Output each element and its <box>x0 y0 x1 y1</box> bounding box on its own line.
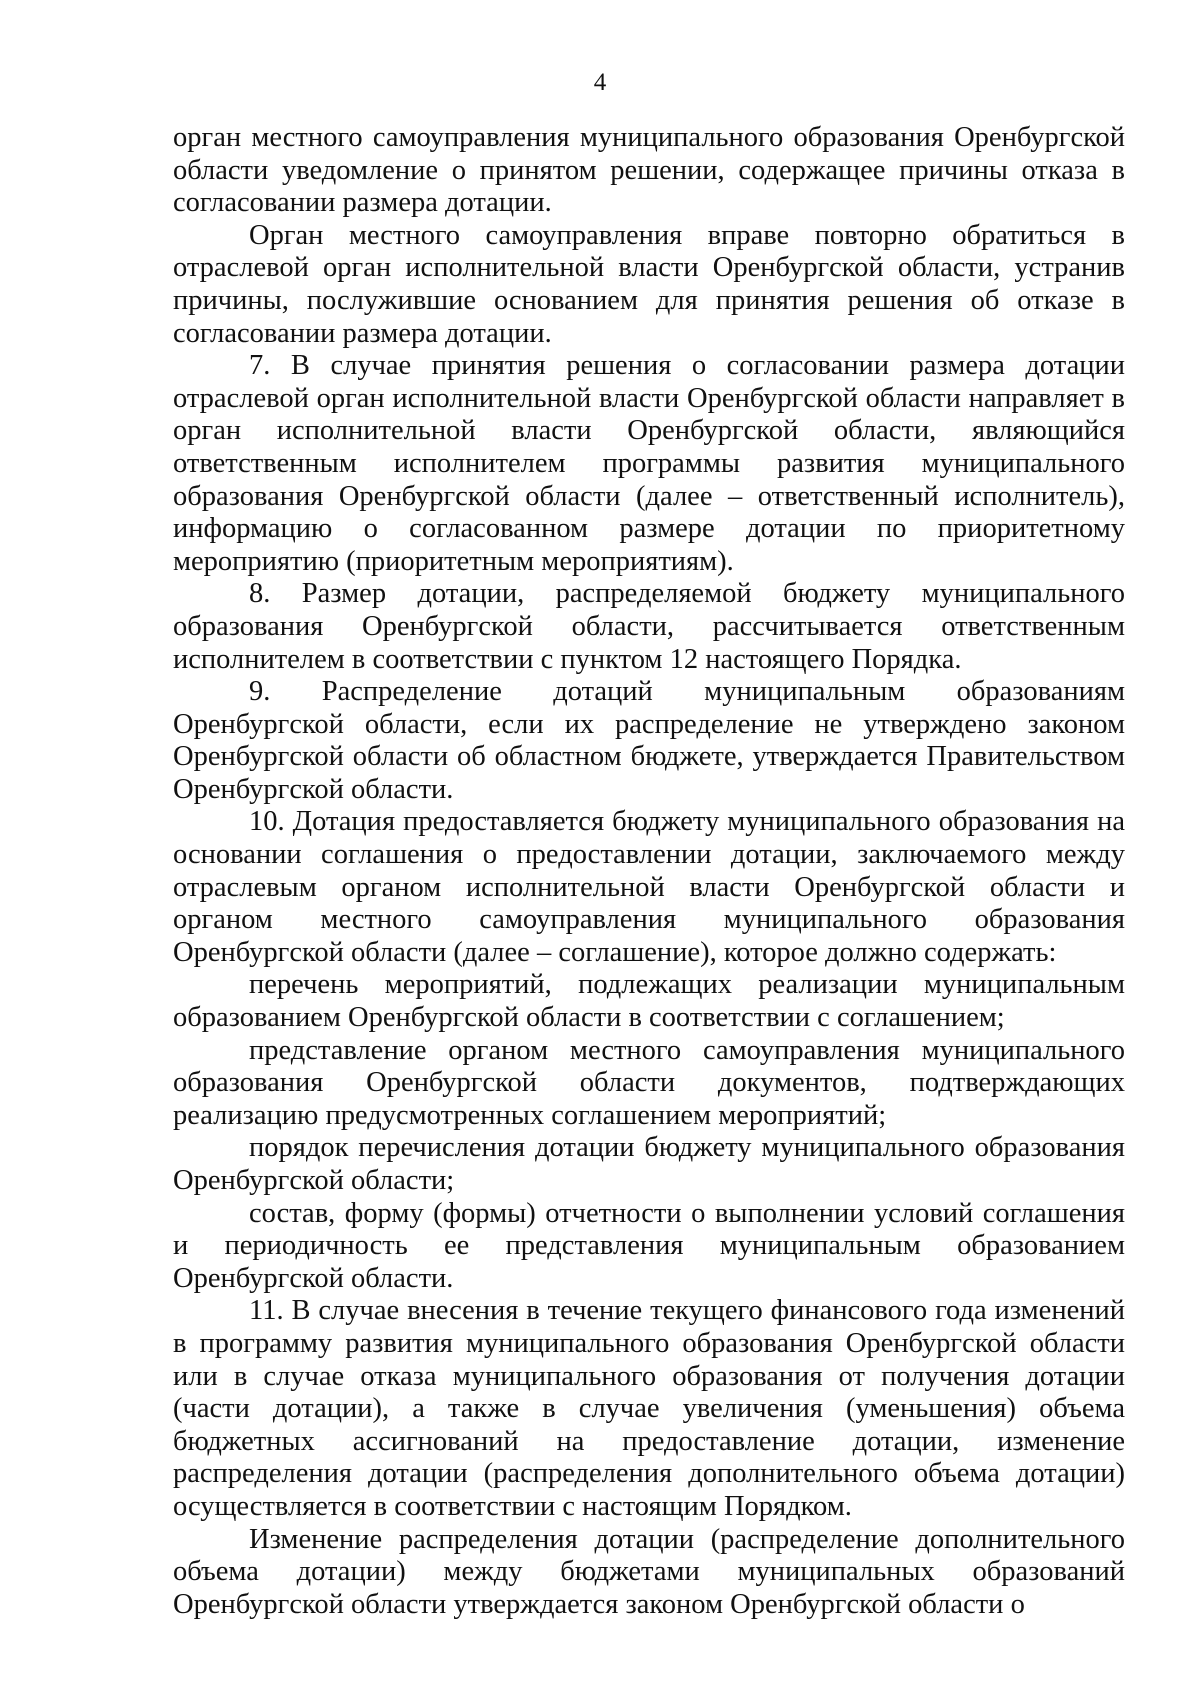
paragraph-distribution-change: Изменение распределения дотации (распределение дополнительного объема дотации) между бюджетами муниципальных образований Оренбургской области утверждается законом Оренбургской области о <box>173 1523 1125 1620</box>
paragraph-list-reporting: состав, форму (формы) отчетности о выполнении условий соглашения и периодичность ее представления муниципальным образованием Оренбургской области. <box>173 1197 1125 1294</box>
document-body <box>173 122 1125 1621</box>
paragraph-item-10: 10. Дотация предоставляется бюджету муниципального образования на основании соглашения о предоставлении дотации, заключаемого между отраслевым органом исполнительной власти Оренбургской области и органом местного самоуправления муниципального образования Оренбургской области (далее – соглашение), которое должно содержать: <box>173 806 1125 968</box>
page-number: 4 <box>593 69 607 96</box>
paragraph-continuation: орган местного самоуправления муниципального образования Оренбургской области уведомление о принятом решении, содержащее причины отказа в согласовании размера дотации. <box>173 122 1125 219</box>
paragraph-list-documents: представление органом местного самоуправления муниципального образования Оренбургской области документов, подтверждающих реализацию предусмотренных соглашением мероприятий; <box>173 1034 1125 1131</box>
paragraph-repeat-appeal: Орган местного самоуправления вправе повторно обратиться в отраслевой орган исполнительной власти Оренбургской области, устранив причины, послужившие основанием для принятия решения об отказе в согласовании размера дотации. <box>173 219 1125 349</box>
paragraph-list-transfer-order: порядок перечисления дотации бюджету муниципального образования Оренбургской области; <box>173 1132 1125 1196</box>
paragraph-item-8: 8. Размер дотации, распределяемой бюджету муниципального образования Оренбургской области, рассчитывается ответственным исполнителем в соответствии с пунктом 12 настоящего Порядка. <box>173 578 1125 675</box>
paragraph-item-11: 11. В случае внесения в течение текущего финансового года изменений в программу развития муниципального образования Оренбургской области или в случае отказа муниципального образования от получения дотации (части дотации), а также в случае увеличения (уменьшения) объема бюджетных ассигнований на предоставление дотации, изменение распределения дотации (распределения дополнительного объема дотации) осуществляется в соответствии с настоящим Порядком. <box>173 1295 1125 1522</box>
paragraph-list-activities: перечень мероприятий, подлежащих реализации муниципальным образованием Оренбургской области в соответствии с соглашением; <box>173 969 1125 1034</box>
paragraph-item-7: 7. В случае принятия решения о согласовании размера дотации отраслевой орган исполнительной власти Оренбургской области направляет в орган исполнительной власти Оренбургской области, являющийся ответственным исполнителем программы развития муниципального образования Оренбургской области (далее – ответственный исполнитель), информацию о согласованном размере дотации по приоритетному мероприятию (приоритетным мероприятиям). <box>173 350 1125 577</box>
paragraph-item-9: 9. Распределение дотаций муниципальным образованиям Оренбургской области, если их распределение не утверждено законом Оренбургской области об областном бюджете, утверждается Правительством Оренбургской области. <box>173 676 1125 805</box>
